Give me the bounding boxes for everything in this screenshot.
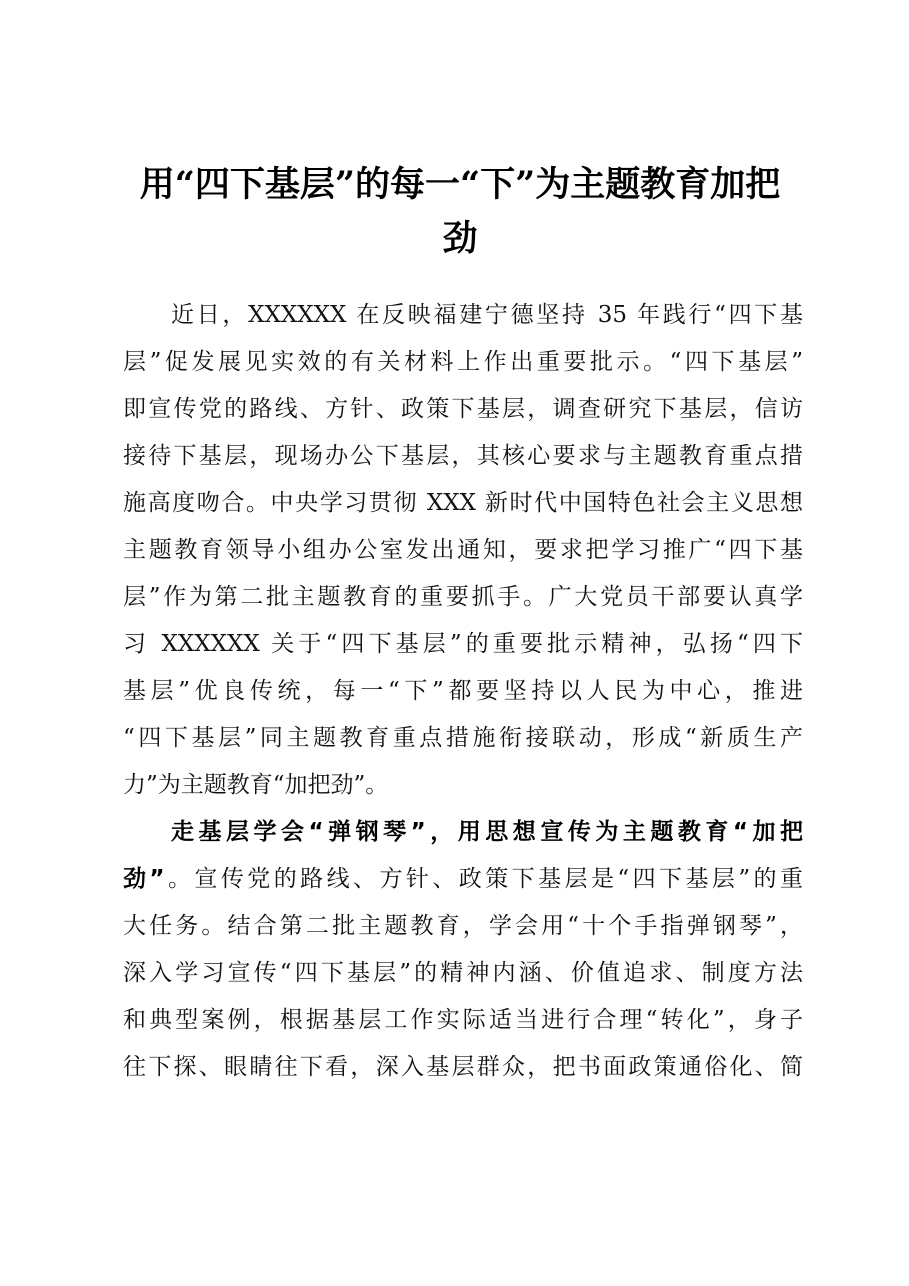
paragraph-line: 大任务。结合第二批主题教育，学会用“十个手指弹钢琴”，	[123, 913, 803, 939]
paragraph-line	[123, 856, 803, 903]
section-heading-end: 劲”	[123, 866, 165, 892]
paragraph-intro	[123, 292, 803, 809]
paragraph-line: 基层”优良传统，每一“下”都要坚持以人民为中心，推进	[123, 678, 803, 704]
paragraph-line: 和典型案例，根据基层工作实际适当进行合理“转化”，身子	[123, 1007, 803, 1033]
paragraph-line: 主题教育领导小组办公室发出通知，要求把学习推广“四下基	[123, 537, 803, 563]
paragraph-line: 层”促发展见实效的有关材料上作出重要批示。“四下基层”	[123, 349, 803, 375]
paragraph-line: 习 XXXXXX 关于“四下基层”的重要批示精神，弘扬“四下	[123, 631, 803, 657]
section-heading: 走基层学会“弹钢琴”，用思想宣传为主题教育“加把	[171, 819, 803, 845]
paragraph-line: “四下基层”同主题教育重点措施衔接联动，形成“新质生产	[123, 725, 803, 751]
paragraph-line: 接待下基层，现场办公下基层，其核心要求与主题教育重点措	[123, 443, 803, 469]
paragraph-grassroots	[123, 809, 803, 1091]
paragraph-line: 深入学习宣传“四下基层”的精神内涵、价值追求、制度方法	[123, 960, 803, 986]
title-line-1: 用“四下基层”的每一“下”为主题教育加把	[139, 164, 781, 205]
paragraph-line: 近日，XXXXXX 在反映福建宁德坚持 35 年践行“四下基	[171, 302, 803, 328]
title-line-2: 劲	[442, 218, 478, 259]
paragraph-line: 往下探、眼睛往下看，深入基层群众，把书面政策通俗化、简	[123, 1054, 803, 1080]
paragraph-line: 即宣传党的路线、方针、政策下基层，调查研究下基层，信访	[123, 396, 803, 422]
paragraph-line: 力”为主题教育“加把劲”。	[123, 772, 389, 798]
paragraph-line: 施高度吻合。中央学习贯彻 XXX 新时代中国特色社会主义思想	[123, 490, 803, 516]
document-title	[115, 158, 805, 266]
paragraph-line-rest: 。宣传党的路线、方针、政策下基层是“四下基层”的重	[164, 866, 803, 892]
document-body	[123, 292, 803, 1091]
paragraph-line: 层”作为第二批主题教育的重要抓手。广大党员干部要认真学	[123, 584, 803, 610]
